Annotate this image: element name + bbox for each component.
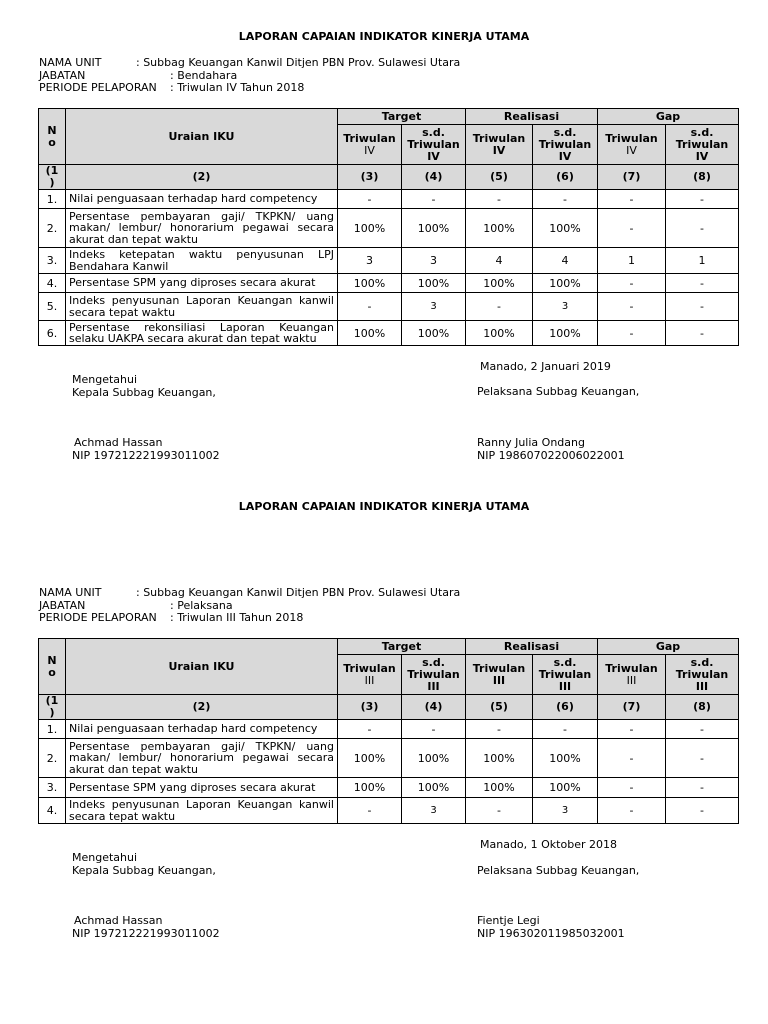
period-label: IV — [558, 149, 572, 163]
header-gap-sd — [666, 125, 739, 165]
cell-gap-triwulan: - — [598, 739, 666, 778]
row-number: 4. — [39, 798, 66, 824]
cell-realisasi-sd: 4 — [533, 248, 598, 274]
colnum-2: (2) — [66, 695, 338, 720]
report-1-left-name: Achmad Hassan — [74, 436, 163, 449]
colnum-1: (1 ) — [39, 695, 66, 720]
table-row — [39, 293, 739, 321]
cell-realisasi-sd: 3 — [533, 293, 598, 321]
report-2-left-nip: NIP 197212221993011002 — [72, 927, 220, 940]
header-uraian: Uraian IKU — [66, 639, 338, 695]
cell-gap-triwulan: - — [598, 778, 666, 798]
cell-realisasi-sd: 100% — [533, 739, 598, 778]
table-row — [39, 209, 739, 248]
sd-triwulan-label: s.d. Triwulan — [675, 655, 729, 681]
cell-target-triwulan: 100% — [338, 739, 402, 778]
cell-gap-triwulan: - — [598, 293, 666, 321]
sd-triwulan-label: s.d. Triwulan — [538, 125, 592, 151]
cell-target-sd: 100% — [402, 274, 466, 293]
periode-value: : Triwulan III Tahun 2018 — [170, 611, 304, 624]
unit-label: NAMA UNIT — [39, 586, 102, 599]
cell-realisasi-triwulan: - — [466, 190, 533, 209]
period-label: III — [626, 673, 637, 687]
header-realisasi-sd — [533, 655, 598, 695]
cell-target-triwulan: - — [338, 720, 402, 739]
triwulan-label: Triwulan — [472, 131, 526, 145]
cell-target-triwulan: 3 — [338, 248, 402, 274]
report-2-left-name: Achmad Hassan — [74, 914, 163, 927]
cell-target-sd: 3 — [402, 293, 466, 321]
cell-realisasi-triwulan: 4 — [466, 248, 533, 274]
cell-target-sd: 100% — [402, 321, 466, 346]
row-uraian: Indeks ketepatan waktu penyusunan LPJ Bendahara Kanwil — [66, 248, 338, 274]
colnum-4: (4) — [402, 165, 466, 190]
cell-realisasi-triwulan: 100% — [466, 274, 533, 293]
cell-gap-triwulan: - — [598, 798, 666, 824]
row-number: 3. — [39, 248, 66, 274]
cell-gap-sd: - — [666, 321, 739, 346]
header-realisasi-sd — [533, 125, 598, 165]
report-1-title: LAPORAN CAPAIAN INDIKATOR KINERJA UTAMA — [238, 30, 530, 43]
row-number: 4. — [39, 274, 66, 293]
row-uraian: Persentase rekonsiliasi Laporan Keuangan selaku UAKPA secara akurat dan tepat waktu — [66, 321, 338, 346]
colnum-5: (5) — [466, 695, 533, 720]
header-target: Target — [338, 639, 466, 655]
colnum-8: (8) — [666, 165, 739, 190]
header-no: N o — [39, 109, 66, 165]
cell-target-sd: 100% — [402, 778, 466, 798]
colnum-2: (2) — [66, 165, 338, 190]
mengetahui-label: Mengetahui — [72, 851, 138, 864]
cell-realisasi-sd: - — [533, 190, 598, 209]
cell-gap-triwulan: - — [598, 190, 666, 209]
periode-label: PERIODE PELAPORAN — [39, 611, 157, 624]
colnum-5: (5) — [466, 165, 533, 190]
cell-realisasi-sd: 3 — [533, 798, 598, 824]
report-1-right-nip: NIP 198607022006022001 — [477, 449, 625, 462]
cell-gap-triwulan: - — [598, 321, 666, 346]
left-role: Kepala Subbag Keuangan, — [72, 864, 216, 877]
header-gap: Gap — [598, 109, 739, 125]
table-row — [39, 798, 739, 824]
cell-realisasi-triwulan: - — [466, 720, 533, 739]
unit-label: NAMA UNIT — [39, 56, 102, 69]
header-gap-sd — [666, 655, 739, 695]
period-label: IV — [695, 149, 709, 163]
column-number-row — [39, 695, 739, 720]
periode-value: : Triwulan IV Tahun 2018 — [170, 81, 305, 94]
row-number: 1. — [39, 190, 66, 209]
row-uraian: Persentase SPM yang diproses secara akurat — [66, 274, 338, 293]
period-label: IV — [427, 149, 440, 163]
colnum-6: (6) — [533, 165, 598, 190]
table-row — [39, 720, 739, 739]
mengetahui-label: Mengetahui — [72, 373, 138, 386]
cell-realisasi-triwulan: 100% — [466, 778, 533, 798]
left-role: Kepala Subbag Keuangan, — [72, 386, 216, 399]
row-number: 1. — [39, 720, 66, 739]
cell-realisasi-sd: 100% — [533, 209, 598, 248]
report-2-title: LAPORAN CAPAIAN INDIKATOR KINERJA UTAMA — [238, 500, 530, 513]
header-target-triwulan — [338, 655, 402, 695]
period-label: IV — [626, 143, 637, 157]
header-target-triwulan — [338, 125, 402, 165]
header-target-sd — [402, 125, 466, 165]
row-number: 2. — [39, 739, 66, 778]
cell-gap-sd: - — [666, 209, 739, 248]
colnum-7: (7) — [598, 695, 666, 720]
cell-gap-triwulan: - — [598, 274, 666, 293]
colnum-6: (6) — [533, 695, 598, 720]
periode-label: PERIODE PELAPORAN — [39, 81, 157, 94]
cell-gap-sd: - — [666, 739, 739, 778]
cell-target-triwulan: - — [338, 190, 402, 209]
cell-gap-triwulan: 1 — [598, 248, 666, 274]
colnum-1: (1 ) — [39, 165, 66, 190]
report-2-right-name: Fientje Legi — [477, 914, 540, 927]
period-label: III — [558, 679, 572, 693]
cell-target-triwulan: 100% — [338, 321, 402, 346]
report-1-right-name: Ranny Julia Ondang — [477, 436, 585, 449]
row-number: 3. — [39, 778, 66, 798]
row-uraian: Indeks penyusunan Laporan Keuangan kanwil secara tepat waktu — [66, 798, 338, 824]
table-row — [39, 248, 739, 274]
table-row — [39, 190, 739, 209]
row-number: 6. — [39, 321, 66, 346]
period-label: III — [492, 673, 506, 687]
sd-triwulan-label: s.d. Triwulan — [407, 125, 460, 151]
table-row — [39, 778, 739, 798]
row-number: 5. — [39, 293, 66, 321]
cell-realisasi-sd: 100% — [533, 778, 598, 798]
colnum-4: (4) — [402, 695, 466, 720]
triwulan-label: Triwulan — [605, 661, 658, 675]
header-gap-triwulan — [598, 655, 666, 695]
cell-realisasi-triwulan: - — [466, 798, 533, 824]
triwulan-label: Triwulan — [605, 131, 658, 145]
header-gap-triwulan — [598, 125, 666, 165]
header-gap: Gap — [598, 639, 739, 655]
header-target: Target — [338, 109, 466, 125]
cell-target-sd: 3 — [402, 798, 466, 824]
triwulan-label: Triwulan — [343, 131, 396, 145]
colnum-7: (7) — [598, 165, 666, 190]
table-row — [39, 274, 739, 293]
row-uraian: Persentase SPM yang diproses secara akurat — [66, 778, 338, 798]
report-1-left-sign — [72, 373, 216, 399]
report-1-right-role: Pelaksana Subbag Keuangan, — [477, 385, 640, 398]
cell-target-triwulan: 100% — [338, 209, 402, 248]
report-1-rows — [39, 190, 739, 346]
row-uraian: Nilai penguasaan terhadap hard competency — [66, 720, 338, 739]
sd-triwulan-label: s.d. Triwulan — [538, 655, 592, 681]
table-row — [39, 739, 739, 778]
header-realisasi: Realisasi — [466, 109, 598, 125]
unit-value: : Subbag Keuangan Kanwil Ditjen PBN Prov. Sulawesi Utara — [136, 586, 461, 599]
report-2-place-date: Manado, 1 Oktober 2018 — [480, 838, 617, 851]
colnum-3: (3) — [338, 695, 402, 720]
colnum-3: (3) — [338, 165, 402, 190]
cell-realisasi-triwulan: 100% — [466, 739, 533, 778]
sd-triwulan-label: s.d. Triwulan — [407, 655, 460, 681]
cell-gap-sd: - — [666, 778, 739, 798]
cell-gap-triwulan: - — [598, 720, 666, 739]
cell-target-triwulan: 100% — [338, 274, 402, 293]
cell-gap-sd: - — [666, 720, 739, 739]
cell-target-sd: - — [402, 190, 466, 209]
jabatan-label: JABATAN — [39, 598, 86, 612]
cell-gap-sd: - — [666, 293, 739, 321]
cell-target-triwulan: - — [338, 798, 402, 824]
report-1-iku-table — [38, 108, 739, 346]
column-number-row — [39, 165, 739, 190]
period-label: III — [427, 679, 440, 693]
report-2-right-nip: NIP 196302011985032001 — [477, 927, 625, 940]
header-target-sd — [402, 655, 466, 695]
jabatan-value: : Pelaksana — [170, 598, 233, 612]
row-number: 2. — [39, 209, 66, 248]
header-realisasi-triwulan — [466, 655, 533, 695]
cell-realisasi-sd: 100% — [533, 274, 598, 293]
unit-value: : Subbag Keuangan Kanwil Ditjen PBN Prov. Sulawesi Utara — [136, 56, 461, 69]
period-label: III — [695, 679, 709, 693]
cell-gap-sd: 1 — [666, 248, 739, 274]
cell-realisasi-triwulan: 100% — [466, 321, 533, 346]
period-label: IV — [364, 143, 375, 157]
report-1-place-date: Manado, 2 Januari 2019 — [480, 360, 611, 373]
cell-realisasi-triwulan: - — [466, 293, 533, 321]
cell-realisasi-sd: - — [533, 720, 598, 739]
row-uraian: Nilai penguasaan terhadap hard competency — [66, 190, 338, 209]
cell-target-sd: 100% — [402, 739, 466, 778]
report-2-rows — [39, 720, 739, 824]
cell-gap-sd: - — [666, 274, 739, 293]
report-2-right-role: Pelaksana Subbag Keuangan, — [477, 864, 640, 877]
period-label: III — [364, 673, 375, 687]
cell-gap-sd: - — [666, 190, 739, 209]
header-realisasi-triwulan — [466, 125, 533, 165]
cell-target-triwulan: - — [338, 293, 402, 321]
header-uraian: Uraian IKU — [66, 109, 338, 165]
row-uraian: Indeks penyusunan Laporan Keuangan kanwil secara tepat waktu — [66, 293, 338, 321]
header-no: N o — [39, 639, 66, 695]
cell-gap-sd: - — [666, 798, 739, 824]
triwulan-label: Triwulan — [472, 661, 526, 675]
cell-target-sd: - — [402, 720, 466, 739]
header-realisasi: Realisasi — [466, 639, 598, 655]
cell-realisasi-sd: 100% — [533, 321, 598, 346]
cell-target-sd: 100% — [402, 209, 466, 248]
report-2-iku-table — [38, 638, 739, 824]
cell-gap-triwulan: - — [598, 209, 666, 248]
sd-triwulan-label: s.d. Triwulan — [675, 125, 729, 151]
triwulan-label: Triwulan — [343, 661, 396, 675]
jabatan-label: JABATAN — [39, 68, 86, 82]
jabatan-value: : Bendahara — [170, 68, 238, 82]
table-row — [39, 321, 739, 346]
report-2-left-sign — [72, 851, 216, 877]
cell-target-triwulan: 100% — [338, 778, 402, 798]
colnum-8: (8) — [666, 695, 739, 720]
report-1-left-nip: NIP 197212221993011002 — [72, 449, 220, 462]
period-label: IV — [492, 143, 506, 157]
row-uraian: Persentase pembayaran gaji/ TKPKN/ uang makan/ lembur/ honorarium pegawai secara akurat dan tepat waktu — [66, 209, 338, 248]
row-uraian: Persentase pembayaran gaji/ TKPKN/ uang makan/ lembur/ honorarium pegawai secara akurat dan tepat waktu — [66, 739, 338, 778]
cell-realisasi-triwulan: 100% — [466, 209, 533, 248]
cell-target-sd: 3 — [402, 248, 466, 274]
